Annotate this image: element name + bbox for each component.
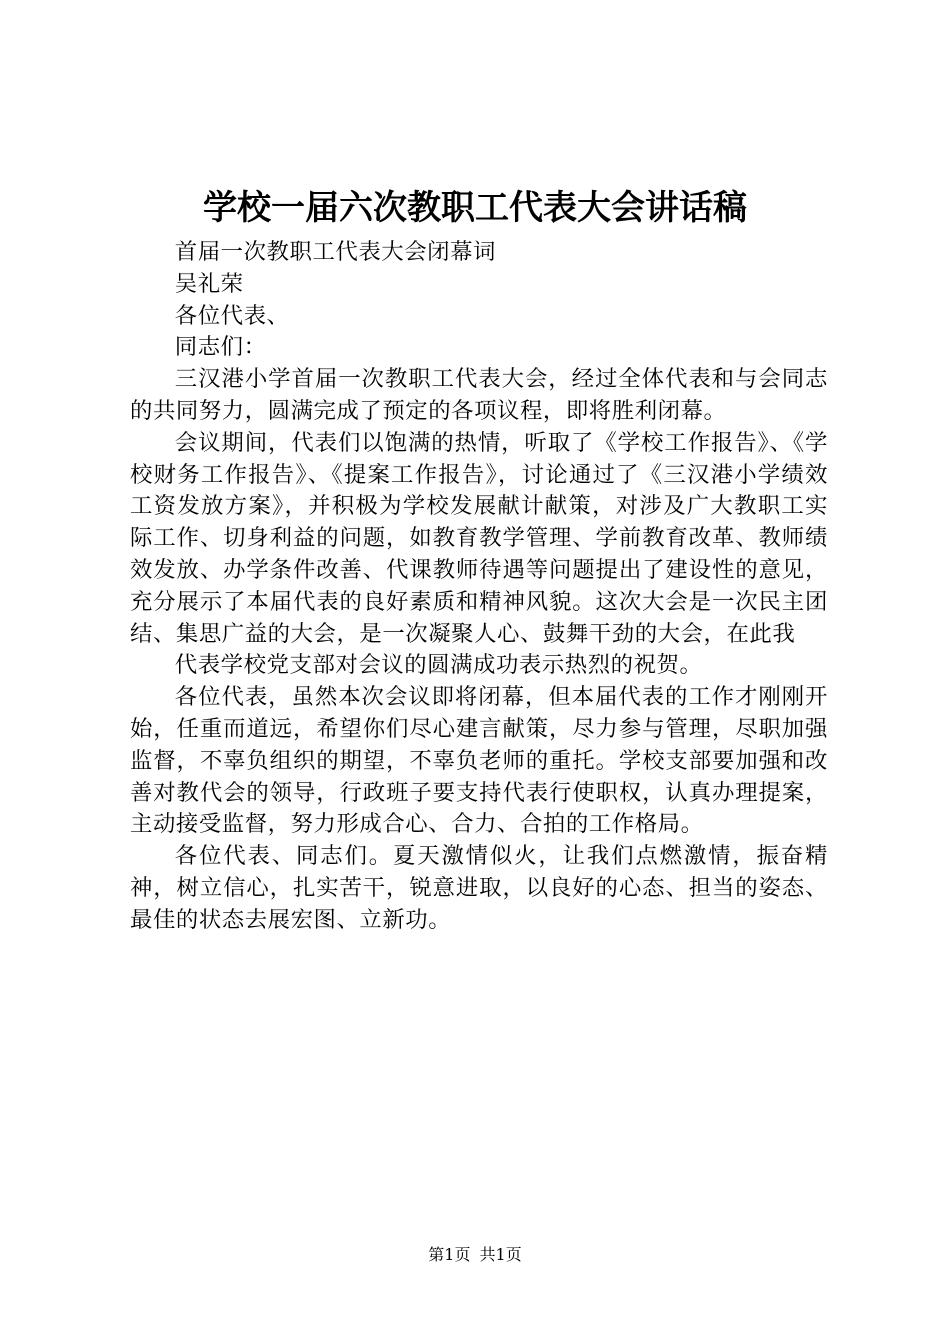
page-total: 共1页 — [479, 1245, 522, 1264]
paragraph-congratulation: 代表学校党支部对会议的圆满成功表示热烈的祝贺。 — [174, 652, 703, 679]
document-body — [130, 237, 828, 937]
paragraph-opening: 三汉港小学首届一次教职工代表大会，经过全体代表和与会同志的共同努力，圆满完成了预定的各项议程，即将胜利闭幕。 — [130, 366, 828, 424]
page-number: 第1页 — [428, 1245, 471, 1264]
paragraph-expectations: 各位代表，虽然本次会议即将闭幕，但本届代表的工作才刚刚开始，任重而道远，希望你们尽心建言献策，尽力参与管理，尽职加强监督，不辜负组织的期望，不辜负老师的重托。学校支部要加强和改善对教代会的领导，行政班子要支持代表行使职权，认真办理提案，主动接受监督，努力形成合心、合力、合拍的工作格局。 — [130, 684, 828, 838]
speech-heading: 首届一次教职工代表大会闭幕词 — [174, 239, 496, 265]
salutation-line-2: 同志们： — [174, 334, 267, 361]
paragraph-meeting-summary: 会议期间，代表们以饱满的热情，听取了《学校工作报告》、《学校财务工作报告》、《提案工作报告》，讨论通过了《三汉港小学绩效工资发放方案》，并积极为学校发展献计献策，对涉及广大教职工实际工作、切身利益的问题，如教育教学管理、学前教育改革、教师绩效发放、办学条件改善、代课教师待遇等问题提出了建设性的意见，充分展示了本届代表的良好素质和精神风貌。这次大会是一次民主团结、集思广益的大会，是一次凝聚人心、鼓舞干劲的大会，在此我 — [130, 429, 828, 647]
paragraph-closing: 各位代表、同志们。夏天激情似火，让我们点燃激情，振奋精神，树立信心，扎实苦干，锐意进取，以良好的心态、担当的姿态、最佳的状态去展宏图、立新功。 — [130, 843, 828, 933]
salutation-line-1: 各位代表、 — [174, 302, 290, 329]
document-title: 学校一届六次教职工代表大会讲话稿 — [203, 188, 747, 228]
page-footer — [0, 1244, 950, 1266]
speaker-name: 吴礼荣 — [174, 270, 244, 297]
